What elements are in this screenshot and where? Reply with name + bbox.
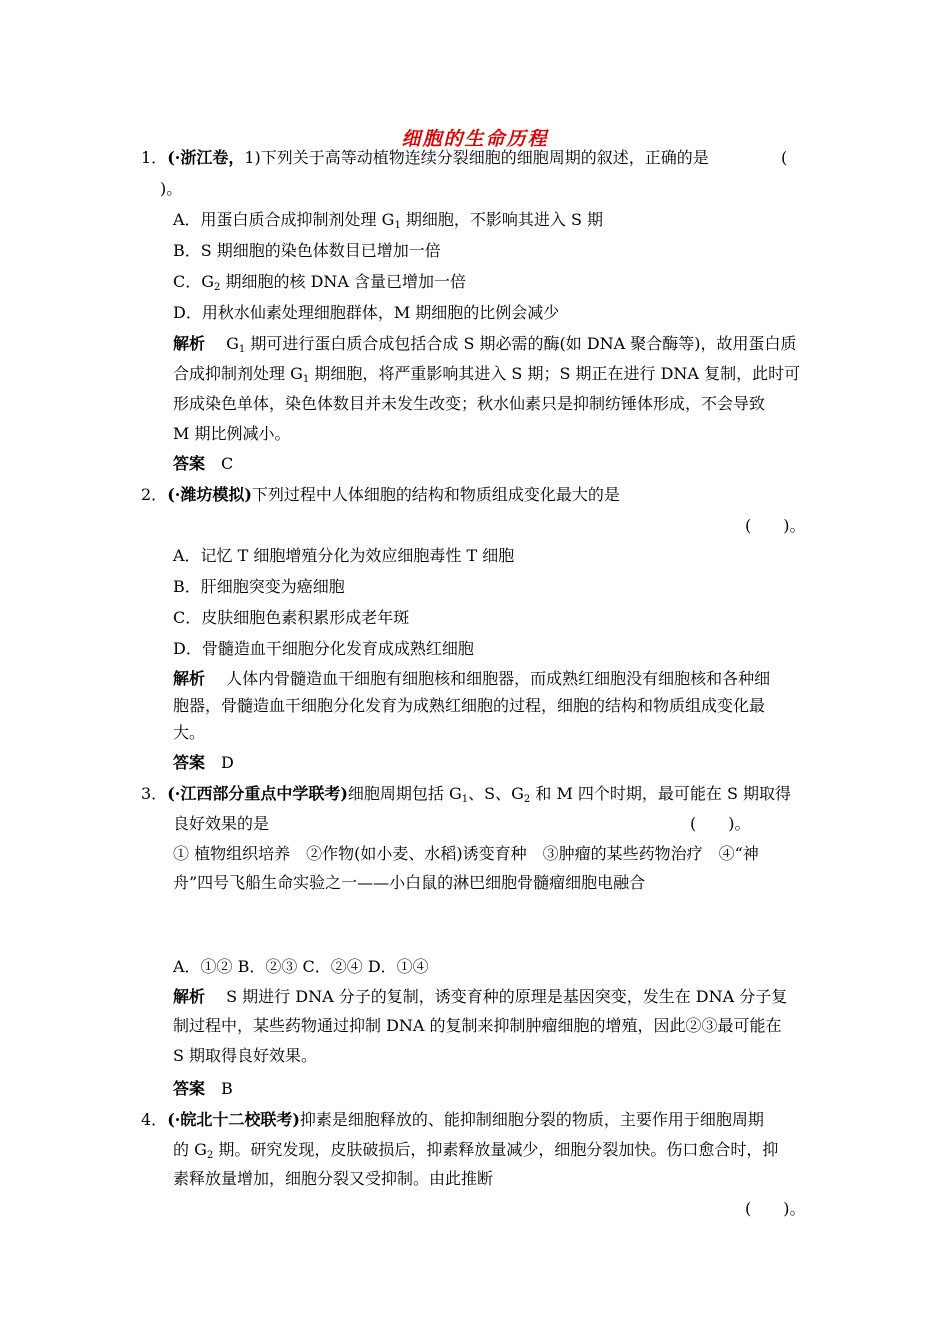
explanation-line: 大。 [173,723,206,742]
question-source: (·潍坊模拟) [167,485,252,504]
answer-label: 答案 [173,454,206,473]
explanation-line: 制过程中，某些药物通过抑制 DNA 的复制来抑制肿瘤细胞的增殖，因此②③最可能在 [173,1016,782,1035]
answer-line [173,453,233,475]
explanation-line: S 期取得良好效果。 [173,1046,318,1065]
answer-label: 答案 [173,753,206,772]
option-b: B．肝细胞突变为癌细胞 [173,577,345,596]
question-source: (·浙江卷， [167,148,245,167]
options-row: A．①② B．②③ C．②④ D．①④ [173,957,429,976]
question-number: 4． [141,1110,168,1129]
answer-paren: ( )。 [745,1199,806,1218]
question-source: (·江西部分重点中学联考) [167,784,348,803]
question-text: 抑素是细胞释放的、能抑制细胞分裂的物质，主要作用于细胞周期 [299,1110,764,1129]
answer-paren: ( )。 [690,814,751,833]
option-d: D．用秋水仙素处理细胞群体，M 期细胞的比例会减少 [173,303,560,322]
item-list: ① 植物组织培养 ②作物(如小麦、水稻)诱变育种 ③肿瘤的某些药物治疗 ④“神 [173,844,759,863]
page-title: 细胞的生命历程 [401,128,549,150]
question-3-stem-cont: 良好效果的是 [173,814,270,833]
option-d: D．骨髓造血干细胞分化发育成成熟红细胞 [173,639,474,658]
question-4-stem-cont: 的 $G_2$ 期。研究发现，皮肤破损后，抑素释放量减少，细胞分裂加快。伤口愈合时，抑 [173,1140,779,1161]
answer-paren-close: )。 [160,179,183,198]
option-a: A．用蛋白质合成抑制剂处理 $G_1$ 期细胞，不影响其进入 S 期 [173,210,604,231]
question-2-stem [141,484,620,506]
option-b: B．S 期细胞的染色体数目已增加一倍 [173,241,441,260]
question-4-stem-cont: 素释放量增加，细胞分裂又受抑制。由此推断 [173,1169,494,1188]
explanation-line: 形成染色单体，染色体数目并未发生改变；秋水仙素只是抑制纺锤体形成，不会导致 [173,394,766,413]
explanation-label: 解析 [173,334,206,353]
answer-value: B [221,1079,233,1098]
explanation-line: 合成抑制剂处理 $G_1$ 期细胞，将严重影响其进入 S 期；S 期正在进行 DNA 复制，此时可 [173,364,801,385]
explanation-line: 解析 $G_1$ 期可进行蛋白质合成包括合成 S 期必需的酶(如 DNA 聚合酶等)，故用蛋白质 [173,334,797,355]
explanation-line: 胞器，骨髓造血干细胞分化发育为成熟红细胞的过程，细胞的结构和物质组成变化最 [173,696,766,715]
answer-line [173,752,234,774]
explanation-line: 解析 S 期进行 DNA 分子的复制，诱变育种的原理是基因突变，发生在 DNA 分子复 [173,987,788,1006]
question-number: 1． [141,148,168,167]
explanation-label: 解析 [173,669,206,688]
answer-paren: ( )。 [745,516,806,535]
answer-label: 答案 [173,1079,206,1098]
answer-line [173,1078,233,1100]
explanation-line: M 期比例减小。 [173,424,291,443]
answer-paren-open: ( [781,148,788,167]
answer-value: C [221,454,234,473]
item-list: 舟”四号飞船生命实验之一——小白鼠的淋巴细胞骨髓瘤细胞电融合 [173,873,646,892]
question-4-stem [141,1109,764,1131]
question-source-tail: 1) [244,148,261,167]
question-1-stem [141,147,709,169]
question-number: 3． [141,784,168,803]
question-source: (·皖北十二校联考) [167,1110,300,1129]
explanation-label: 解析 [173,987,206,1006]
option-c: C．$G_2$ 期细胞的核 DNA 含量已增加一倍 [173,272,467,293]
question-text: 下列关于高等动植物连续分裂细胞的细胞周期的叙述，正确的是 [260,148,709,167]
question-text: 下列过程中人体细胞的结构和物质组成变化最大的是 [251,485,620,504]
option-a: A．记忆 T 细胞增殖分化为效应细胞毒性 T 细胞 [173,546,515,565]
question-3-stem: 3．(·江西部分重点中学联考)细胞周期包括 $G_1$、S、$G_2$ 和 M 四个时期，最可能在 S 期取得 [141,784,792,805]
question-number: 2． [141,485,168,504]
explanation-line: 解析 人体内骨髓造血干细胞有细胞核和细胞器，而成熟红细胞没有细胞核和各种细 [173,669,771,688]
answer-value: D [221,753,234,772]
option-c: C．皮肤细胞色素积累形成老年斑 [173,608,410,627]
